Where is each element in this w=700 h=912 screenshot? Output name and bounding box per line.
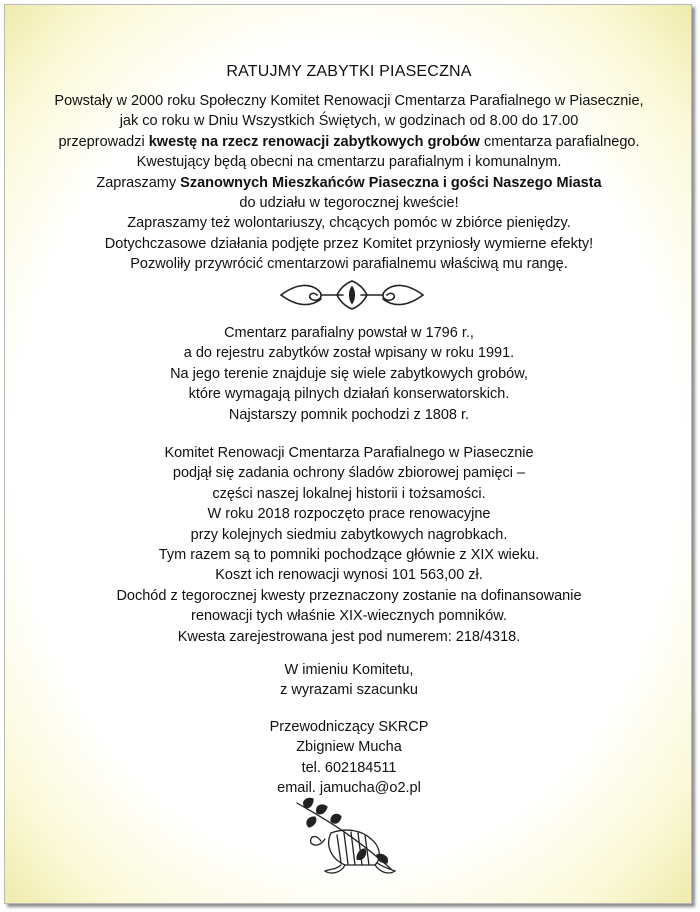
closing-line: z wyrazami szacunku (280, 682, 418, 699)
intro-emphasis-collection: kwestę na rzecz renowacji zabytkowych grobów (148, 133, 480, 150)
history-line: a do rejestru zabytków został wpisany w roku 1991. (183, 345, 515, 362)
history-paragraph (5, 323, 693, 425)
flourish-divider-icon (277, 277, 427, 313)
committee-line: Kwesta zarejestrowana jest pod numerem: 218/4318. (177, 628, 521, 645)
history-line: Na jego terenie znajduje się wiele zabytkowych grobów, (170, 365, 528, 382)
signature-email[interactable]: email. jamucha@o2.pl (277, 780, 421, 797)
intro-line-5 (5, 173, 693, 193)
committee-line: Tym razem są to pomniki pochodzące głównie z XIX wieku. (158, 546, 540, 563)
intro-line-9: Pozwoliły przywrócić cmentarzowi parafialnemu właściwą mu rangę. (130, 256, 568, 273)
signature-name: Zbigniew Mucha (296, 739, 402, 756)
signature-role: Przewodniczący SKRCP (269, 719, 429, 735)
intro-line-6: do udziału w tegorocznej kweście! (239, 194, 459, 211)
intro-line-4: Kwestujący będą obecni na cmentarzu parafialnym i komunalnym. (136, 154, 562, 171)
harp-laurel-icon (291, 793, 407, 879)
committee-line: części naszej lokalnej historii i tożsamości. (212, 485, 486, 502)
intro-line-3-start: przeprowadzi (58, 133, 149, 150)
signature-block (5, 717, 693, 799)
intro-line-3 (5, 132, 693, 152)
history-line: które wymagają pilnych działań konserwatorskich. (188, 386, 510, 403)
committee-line: podjął się zadania ochrony śladów zbiorowej pamięci – (172, 465, 526, 482)
intro-line-3-end: cmentarza parafialnego. (479, 133, 640, 150)
intro-emphasis-invitees: Szanownych Mieszkańców Piaseczna i gości Naszego Miasta (180, 174, 602, 191)
committee-line: renowacji tych właśnie XIX-wiecznych pomników. (191, 608, 507, 625)
committee-line: przy kolejnych siedmiu zabytkowych nagrobkach. (190, 526, 508, 543)
committee-line: Koszt ich renowacji wynosi 101 563,00 zł. (215, 567, 483, 584)
intro-paragraph (5, 91, 693, 275)
intro-line-5-start: Zapraszamy (96, 174, 181, 191)
closing-line: W imieniu Komitetu, (284, 662, 414, 678)
closing-paragraph (5, 660, 693, 701)
history-line: Najstarszy pomnik pochodzi z 1808 r. (228, 406, 470, 423)
committee-line: Dochód z tegorocznej kwesty przeznaczony zostanie na dofinansowanie (116, 587, 582, 604)
intro-line-7: Zapraszamy też wolontariuszy, chcących pomóc w zbiórce pieniędzy. (127, 215, 571, 232)
committee-line: Komitet Renowacji Cmentarza Parafialnego w Piasecznie (164, 445, 534, 461)
intro-line-8: Dotychczasowe działania podjęte przez Komitet przyniosły wymierne efekty! (104, 235, 594, 252)
signature-phone: tel. 602184511 (301, 759, 397, 776)
committee-line: W roku 2018 rozpoczęto prace renowacyjne (207, 506, 491, 523)
flyer-page (4, 4, 692, 904)
history-line: Cmentarz parafialny powstał w 1796 r., (224, 325, 474, 341)
intro-line-1: Powstały w 2000 roku Społeczny Komitet Renowacji Cmentarza Parafialnego w Piasecznie, (54, 93, 644, 109)
flyer-title: RATUJMY ZABYTKI PIASECZNA (226, 63, 472, 80)
committee-paragraph (5, 443, 693, 647)
intro-line-2: jak co roku w Dniu Wszystkich Świętych, w godzinach od 8.00 do 17.00 (119, 113, 579, 130)
